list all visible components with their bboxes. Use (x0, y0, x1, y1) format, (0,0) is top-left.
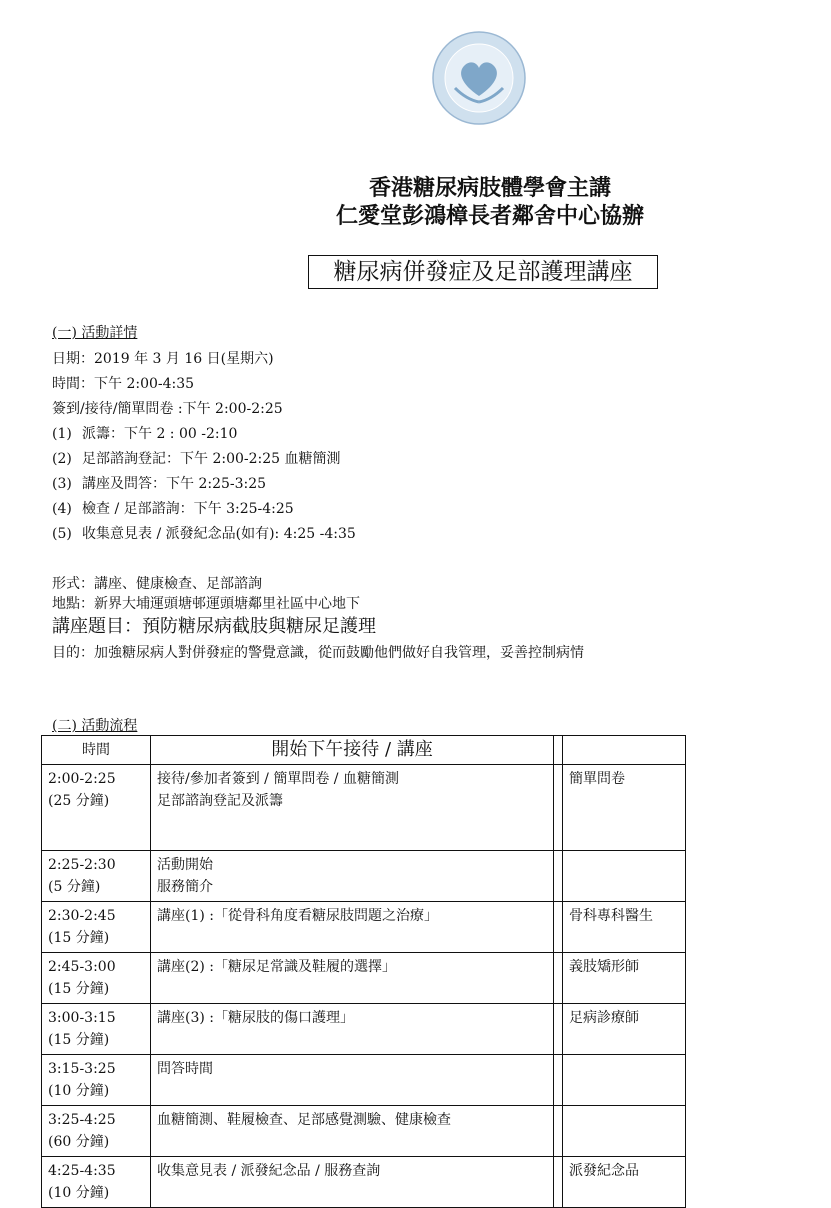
event-location: 地點：新界大埔運頭塘邨運頭塘鄰里社區中心地下 (52, 596, 360, 612)
table-row: 2:30-2:45 (15 分鐘) 講座(1) :「從骨科角度看糖尿肢問題之治療」 骨科專科醫生 (42, 902, 686, 953)
header-note (563, 736, 686, 765)
table-header-row (42, 736, 686, 765)
table-row: 3:00-3:15 (15 分鐘) 講座(3) :「糖尿肢的傷口護理」 足病診療師 (42, 1004, 686, 1055)
table-row: 2:45-3:00 (15 分鐘) 講座(2) :「糖尿足常識及鞋履的選擇」 義肢矯形師 (42, 953, 686, 1004)
organizer-line: 香港糖尿病肢體學會主講 (368, 176, 611, 201)
header-time: 時間 (42, 736, 151, 765)
event-time: 時間：下午 2:00-4:35 (52, 376, 195, 392)
schedule-item: (1) 派籌：下午 2 : 00 -2:10 (52, 426, 238, 442)
table-row: 4:25-4:35 (10 分鐘) 收集意見表 / 派發紀念品 / 服務查詢 派發紀念品 (42, 1157, 686, 1208)
schedule-item: (3) 講座及問答：下午 2:25-3:25 (52, 476, 267, 492)
header-main: 開始下午接待 / 講座 (151, 736, 554, 765)
event-date: 日期：2019 年 3 月 16 日(星期六) (52, 351, 274, 367)
event-purpose: 目的：加強糖尿病人對併發症的警覺意識，從而鼓勵他們做好自我管理，妥善控制病情 (52, 645, 584, 661)
schedule-table (41, 735, 686, 1208)
header-gap (554, 736, 563, 765)
society-logo (431, 30, 527, 126)
section2-heading: (二) 活動流程 (52, 718, 138, 734)
signin-time: 簽到/接待/簡單問卷 :下午 2:00-2:25 (52, 401, 283, 417)
event-format: 形式：講座、健康檢查、足部諮詢 (52, 576, 262, 592)
schedule-item: (5) 收集意見表 / 派發紀念品(如有): 4:25 -4:35 (52, 526, 356, 542)
schedule-item: (4) 檢查 / 足部諮詢：下午 3:25-4:25 (52, 501, 294, 517)
co-organizer-line: 仁愛堂彭鴻樟長者鄰舍中心協辦 (335, 204, 644, 229)
table-row: 2:25-2:30 (5 分鐘) 活動開始 服務簡介 (42, 851, 686, 902)
document-title: 糖尿病併發症及足部護理講座 (308, 255, 658, 289)
table-row: 3:15-3:25 (10 分鐘) 問答時間 (42, 1055, 686, 1106)
schedule-item: (2) 足部諮詢登記：下午 2:00-2:25 血糖簡測 (52, 451, 341, 467)
section1-heading: (一) 活動詳情 (52, 325, 138, 341)
table-row: 3:25-4:25 (60 分鐘) 血糖簡測、鞋履檢查、足部感覺測驗、健康檢查 (42, 1106, 686, 1157)
table-row: 2:00-2:25 (25 分鐘) 接待/參加者簽到 / 簡單問卷 / 血糖簡測 足部諮詢登記及派籌 簡單問卷 (42, 765, 686, 851)
lecture-topic: 講座題目：預防糖尿病截肢與糖尿足護理 (52, 616, 376, 637)
